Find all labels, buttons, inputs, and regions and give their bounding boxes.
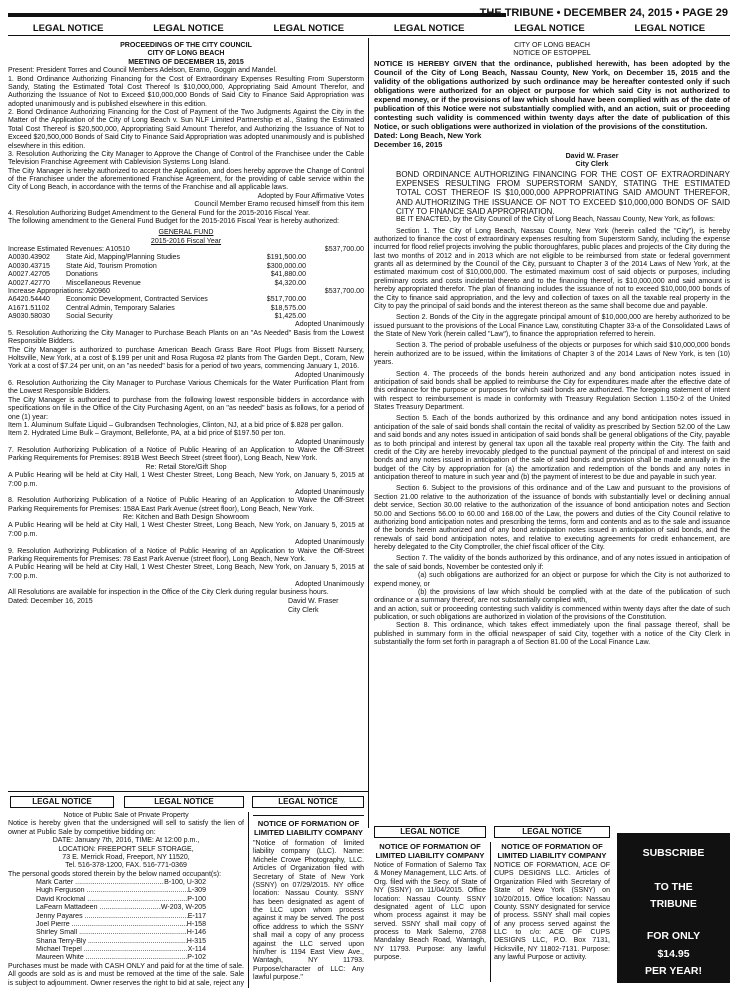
enacted-line: BE IT ENACTED, by the City Council of the City of Long Beach, Nassau County, New York, as follows:: [396, 216, 715, 224]
masthead: [0, 4, 738, 24]
section-8: Section 8. This ordinance, which takes effect immediately upon the final passage thereof, shall be published in summary form in the official newspaper of said City, together with a notice of the City Clerk in substantially the form set forth in paragraph a of Section 81.00 of the Local Finance Law.: [374, 622, 730, 647]
item-7: 7. Resolution Authorizing Publication of a Notice of Public Hearing of an Application to Waive the Off-Street Parking Requirements for Premises: 891B West Beech Street (street floor), Long Beach, New York.: [8, 447, 364, 463]
general-fund-table: [8, 246, 364, 321]
llc3-title: NOTICE OF FORMATION OF LIMITED LIABILITY COMPANY: [497, 842, 607, 861]
fund-amt: $191,500.00: [266, 254, 306, 262]
subscribe-ad[interactable]: [617, 833, 730, 983]
section-divider: [8, 791, 368, 792]
occupant-list: [36, 879, 206, 963]
fund-amt: $300,000.00: [266, 262, 306, 270]
occupant-row: [36, 904, 206, 912]
item-4: 4. Resolution Authorizing Budget Amendment to the General Fund for the 2015-2016 Fiscal Year.: [8, 209, 311, 217]
occupant-unit: H-146: [186, 929, 206, 937]
occupant-unit: X-114: [187, 946, 206, 953]
item-9-hearing: A Public Hearing will be held at City Hall, 1 West Chester Street, Long Beach, New York, on January 5, 2015 at 7:00 p.m.: [8, 564, 364, 580]
general-fund-title: GENERAL FUND: [158, 229, 214, 237]
occupant-name: Joel Pierre .....: [36, 921, 187, 929]
llc1-body: "Notice of formation of limited liability company (LLC). Name: Michele Crowe Photography, LLC. Articles of Organization filed with Secretary of State of New York (SSNY) on 07/29/2015. NY office location: Nassau County. SSNY has been designated as agent of the LLC upon whom process against it may be served. The post office address to which the SSNY shall mail a copy of any process against the LLC served upon him/her is 1194 East View Ave., Wantagh, NY 11793. Purpose/character of LLC: Any lawful purpose.": [253, 840, 364, 982]
estoppel-date: December 16, 2015: [374, 140, 443, 150]
llc1-header: LEGAL NOTICE: [252, 796, 364, 808]
item-3-body: The City Manager is hereby authorized to accept the Application, and does hereby approve the Change of Control of the Franchisee under the aforementioned Franchise Agreement, for the providing of cable service within the City of Long Beach, in accordance with the terms of the Franchise and all applicable laws.: [8, 167, 364, 192]
item-3: 3. Resolution Authorizing the City Manager to Approve the Change of Control of the Franchisee under the Cable Television Franchise Agreement with Cablevision Systems Long Island.: [8, 150, 364, 167]
fund-code: Increase Appropriations: A20960: [8, 287, 110, 295]
fund-desc: Miscellaneous Revenue: [66, 279, 141, 287]
item-6-body: The City Manager is authorized to purchase from the following lowest responsible bidders in accordance with specifications on file in the Office of the City Purchasing Agent, on an "as needed" basis as follows, for a period of one (1) year:: [8, 396, 364, 421]
council-title: MEETING OF DECEMBER 15, 2015: [128, 58, 244, 66]
occupant-name: Jenny Payares .....: [36, 913, 188, 921]
fund-total: [306, 271, 364, 279]
fund-code: A6420.54440: [8, 296, 50, 304]
column-divider: [490, 842, 491, 982]
column-divider: [248, 812, 249, 988]
fund-total: $537,700.00: [324, 287, 364, 295]
item-6: 6. Resolution Authorizing the City Manager to Purchase Various Chemicals for the Water Purification Plant from the Lowest Responsible Bidders.: [8, 380, 364, 396]
bar-label: LEGAL NOTICE: [514, 23, 585, 34]
fund-amt: $41,880.00: [270, 271, 306, 279]
sale-header: LEGAL NOTICE: [10, 796, 114, 808]
fund-code: A0030.43715: [8, 262, 50, 270]
general-fund-row: [8, 280, 364, 288]
item-4-body: The following amendment to the General Fund Budget for the 2015-2016 Fiscal Year is hereby authorized:: [8, 217, 340, 225]
occupant-unit: E-117: [187, 912, 206, 920]
estoppel-signer-title: City Clerk: [575, 161, 609, 169]
subscribe-line: PER YEAR!: [645, 965, 702, 978]
item-5-body: The City Manager is authorized to purchase American Beach Grass Bare Root Plugs from Bissett Nursery, Holtsville, New York, at a cost of $.199 per unit and Rosa Rugosa #2 plants from The Garden Dept., Coram, New York at a cost of $7.24 per unit, on an "as needed" basis for a period of two years, commencing January 1, 2016.: [8, 346, 364, 371]
occupant-row: [36, 946, 206, 954]
item-6-bid-2: Item 2. Hydrated Lime Bulk – Graymont, Bellefonte, PA, at a bid price of $197.50 per ton.: [8, 430, 286, 438]
fund-total: [306, 305, 364, 313]
general-fund-row: [8, 305, 364, 313]
item-8-re: Re: Kitchen and Bath Design Showroom: [122, 514, 250, 521]
fund-desc: Central Admin, Temporary Salaries: [66, 304, 175, 312]
adopted-line: Adopted Unanimously: [295, 371, 364, 379]
subscribe-line: SUBSCRIBE: [642, 847, 705, 859]
fund-code: A0027.42705: [8, 271, 50, 279]
council-proceedings: [8, 42, 364, 790]
occupant-row: [36, 887, 206, 895]
adopted-line: Adopted Unanimously: [295, 488, 364, 496]
occupant-unit: B-100, U-302: [164, 879, 206, 886]
sale-goods: The personal goods stored therein by the below named occupant(s):: [8, 870, 222, 878]
general-fund-row: [8, 263, 364, 271]
occupant-name: Maureen White .....: [36, 954, 187, 962]
section-7b: (b) the provisions of law which should be complied with at the date of the publication of such ordinance or a summary thereof, are not substantially complied with,: [374, 588, 730, 605]
estoppel-notice: [374, 42, 730, 812]
fund-code: A9030.58030: [8, 313, 50, 320]
estoppel-dated: Dated: Long Beach, New York: [374, 131, 482, 140]
item-2: 2. Bond Ordinance Authorizing Financing for the Cost of Payment of the Two Judgments Against the City in the Matter of the Application of the City of Long Beach v. Sun NLF Limited Partnership et al., Stating the Estimated Total Cost Thereof is $20,500,000, Appropriating Said Amount Therefor, and Authorizing the Issuance of Not to Exceed $20,500,000 Bonds of Said City to Finance Said Appropriation was adopted unanimously and is published elsewhere in this edition.: [8, 109, 364, 150]
item-5: 5. Resolution Authorizing the City Manager to Purchase Beach Plants on an "As Needed" Basis from the Lowest Responsible Bidders.: [8, 329, 364, 346]
item-7-re: Re: Retail Store/Gift Shop: [145, 463, 227, 471]
fund-code: A0030.43902: [8, 254, 50, 262]
llc1-title: NOTICE OF FORMATION OF LIMITED LIABILITY COMPANY: [254, 819, 363, 838]
subscribe-price: $14.95: [657, 947, 690, 960]
bar-label: LEGAL NOTICE: [634, 23, 706, 34]
fund-total: [306, 263, 364, 271]
dated-line: Dated: December 16, 2015: [8, 597, 93, 605]
masthead-rule: [8, 13, 506, 17]
subscribe-line: TRIBUNE: [650, 897, 697, 910]
section-2: Section 2. Bonds of the City in the aggregate principal amount of $10,000,000 are hereby authorized to be issued pursuant to the provisions of the Local Finance Law, constituting Chapter 33-a of the Consolidated Laws of the State of New York (herein called "Law"), to finance the appropriation referred to herein.: [374, 314, 730, 339]
occupant-name: Mark Carter .....: [36, 879, 164, 887]
occupant-row: [36, 879, 206, 887]
estoppel-title: CITY OF LONG BEACH: [514, 42, 590, 49]
occupant-name: Shirley Small .....: [36, 929, 187, 937]
item-8: 8. Resolution Authorizing Publication of a Notice of Public Hearing of an Application to Waive the Off-Street Parking Requirements for Premises: 158A East Park Avenue (street floor), Long Beach, New York.: [8, 497, 364, 513]
section-3: Section 3. The period of probable usefulness of the objects or purposes for which said $10,000,000 bonds herein authorized are to be issued, within the limitations of Chapter 3 of the 2014 Laws of New York, is ten (10) years.: [374, 342, 730, 367]
bar-label: LEGAL NOTICE: [32, 23, 104, 34]
sale-phone: Tel. 516-378-1200, FAX. 516-771-0369: [65, 862, 187, 870]
section-5: Section 5. Each of the bonds authorized by this ordinance and any bond anticipation notes issued in anticipation of the sale of said bonds shall contain the recital of validity as prescribed by Section 52.00 of the Law and said bonds and any notes issued in anticipation of said bonds shall be general obligations of the City, payable as to both principal and interest by general tax upon all the taxable real property within the City. The faith and credit of the City are hereby irrevocably pledged to the punctual payment of the principal of and interest on said bonds and any notes issued in anticipation of the sale of said bonds and provision shall be made annually in the budget of the City by appropriation for (a) the amortization and redemption of the bonds and any notes in anticipation thereof to mature in such year and (b) the payment of interest to be due and payable in such year.: [374, 415, 730, 482]
fund-total: [306, 296, 364, 304]
fund-code: A0027.42770: [8, 279, 50, 287]
council-title: CITY OF LONG BEACH: [147, 50, 225, 58]
fund-total: [306, 313, 364, 321]
adopted-line: Adopted Unanimously: [295, 581, 364, 588]
public-sale-notice: [8, 812, 244, 988]
occupant-name: Hugh Ferguson .....: [36, 887, 188, 895]
item-6-bid-1: Item 1. Aluminum Sulfate Liquid – Gulbrandsen Technologies, Clinton, NJ, at a bid price of $.828 per gallon.: [8, 421, 344, 429]
subscribe-line: FOR ONLY: [646, 930, 701, 943]
sale-terms: Purchases must be made with CASH ONLY and paid for at the time of sale. All goods are sold as is and must be removed at the time of the sale. Sale is subject to adjournment. Owner reserves the right to bid at sale, reject any: [8, 962, 244, 987]
fund-total: [306, 280, 364, 288]
bar-label: LEGAL NOTICE: [273, 23, 345, 34]
section-7a: (a) such obligations are authorized for an object or purpose for which the City is not authorized to expend money, or: [374, 572, 730, 588]
occupant-row: [36, 896, 206, 904]
llc-notice-crowe: [253, 815, 364, 987]
general-fund-year: 2015-2016 Fiscal Year: [150, 237, 222, 245]
llc3-header: LEGAL NOTICE: [494, 826, 610, 838]
occupant-unit: W-203, W-205: [160, 904, 206, 912]
present-line: Present: President Torres and Council Members Adelson, Eramo, Goggin and Mandel.: [8, 67, 277, 75]
box-rule: [253, 815, 364, 816]
fund-total: $537,700.00: [324, 246, 364, 253]
closing-line: All Resolutions are available for inspection in the Office of the City Clerk during regular business hours.: [8, 589, 329, 597]
sale-location: LOCATION: FREEPORT SELF STORAGE,: [58, 845, 194, 853]
occupant-row: [36, 954, 206, 962]
fund-amt: $1,425.00: [274, 313, 306, 320]
subscribe-line: TO THE: [654, 881, 693, 894]
fund-amt: $18,575.00: [270, 304, 306, 312]
item-7-hearing: A Public Hearing will be held at City Hall, 1 West Chester Street, Long Beach, New York, on January 5, 2015 at 7:00 p.m.: [8, 472, 364, 488]
column-divider: [368, 38, 369, 828]
occupant-row: [36, 929, 206, 937]
dated-row: [8, 598, 364, 607]
llc-notice-ace-of-cups: [494, 842, 610, 988]
item-1: 1. Bond Ordinance Authorizing Financing for the Cost of Extraordinary Expenses Resulting From Superstorm Sandy, Stating the Estimated Total Cost Thereof Is $10,000,000, Appropriating Said Amount Therefor, and Authorizing the Issuance of Not to Exceed $10,000,000 Bonds of Said City to Finance Said Appropriation was adopted unanimously and is published elsewhere in this edition.: [8, 75, 364, 108]
fund-code: Increase Estimated Revenues: A10510: [8, 246, 130, 253]
bar-label: LEGAL NOTICE: [153, 23, 224, 34]
occupant-unit: H-315: [186, 937, 206, 945]
council-title: PROCEEDINGS OF THE CITY COUNCIL: [120, 42, 252, 49]
sale-title: Notice of Public Sale of Private Property: [63, 812, 189, 819]
general-fund-row: [8, 254, 364, 262]
bar-label: LEGAL NOTICE: [393, 23, 465, 34]
llc2-body: Notice of Formation of Salerno Tax & Money Management, LLC Arts. of Org. filed with the Secy. of State of NY (SSNY) on 11/04/2015. Office location: Nassau County. SSNY designated agent of LLC upon whom process against it may be served. SSNY shall mail copy of process to Mark Salerno, 2768 Mandalay Beach Road, Wantagh, NY 11793. Purpose: any lawful purpose.: [374, 862, 486, 962]
fund-amt: $517,700.00: [266, 296, 306, 304]
publication-title: THE TRIBUNE • DECEMBER 24, 2015 • PAGE 29: [479, 7, 728, 19]
item-8-hearing: A Public Hearing will be held at City Hall, 1 West Chester Street, Long Beach, New York, on January 5, 2015 at 7:00 p.m.: [8, 522, 364, 538]
section-1: Section 1. The City of Long Beach, Nassau County, New York (herein called the "City"), is hereby authorized to finance the cost of extraordinary expenses resulting from Superstorm Sandy, including the expense incurred for flood relief projects involving the public thoroughfares, public places and projects of the City during the last two months of 2012 and in 2013 which are not eligible to be reimbursed from state or federal government grants all as determined by the Council of the City, pursuant to Chapter 3 of the 2014 Laws of New York, at the estimated maximum cost of $10,000,000. The estimated maximum cost of said objects or purposes, including preliminary costs and costs incidental thereto and to the financing thereof, is $10,000,000 and said amount is hereby appropriated therefor. The plan of financing includes the issuance of not to exceed $10,000,000 bonds of the City to finance said appropriation, and the levy and collection of taxes on all the taxable real property in the City to pay the principal of said bonds and the interest thereon as the same shall become due and payable.: [374, 227, 730, 310]
adopted-line: Adopted Unanimously: [295, 539, 364, 547]
signer-name: David W. Fraser: [288, 597, 339, 605]
occupant-name: Michael Trepel .....: [36, 946, 188, 954]
section-7: Section 7. The validity of the bonds authorized by this ordinance, and of any notes issued in anticipation of the sale of said bonds, November be contested only if:: [374, 555, 730, 571]
occupant-unit: L-309: [187, 887, 206, 895]
estoppel-signer: David W. Fraser: [565, 153, 619, 161]
sale-date: DATE: January 7th, 2016, TIME: At 12:00 p.m.,: [52, 837, 200, 845]
occupant-row: [36, 913, 206, 921]
fund-code: A1671.51102: [8, 304, 50, 312]
sale-address: 73 E. Merrick Road, Freeport, NY 11520,: [62, 853, 190, 861]
fund-desc: Economic Development, Contracted Services: [66, 296, 208, 304]
occupant-unit: H-158: [186, 920, 206, 928]
general-fund-row: [8, 313, 364, 321]
fund-desc: State Aid, Mapping/Planning Studies: [66, 254, 181, 262]
fund-amt: $4,320.00: [274, 279, 306, 287]
section-4: Section 4. The proceeds of the bonds herein authorized and any bond anticipation notes issued in anticipation of said bonds shall be applied to reimburse the City for expenditures made after the effective date of this ordinance for the purpose or purposes for which said bonds are authorized. The foregoing statement of intent with respect to reimbursement is made in conformity with Treasury Regulation Section 1.150-2 of the United States Treasury Department.: [374, 370, 730, 412]
adopted-line: Adopted Unanimously: [295, 321, 364, 329]
llc3-body: NOTICE OF FORMATION, ACE OF CUPS DESIGNS LLC. Articles of Organization Filed with Secretary of State of New York (SSNY) on 10/20/2015. Office location: Nassau County. SSNY designated for service of process. SSNY shall mail copies of any process served against the LLC to c/o: ACE OF CUPS DESIGNS LLC, P.O. Box 7131, Hicksville, NY 11802-7131. Purpose: any lawful Purpose or activity.: [494, 862, 610, 962]
occupant-name: LaFearn Mattadeen .....: [36, 904, 161, 912]
occupant-row: [36, 921, 206, 929]
fund-desc: Social Security: [66, 313, 113, 320]
sale-header: LEGAL NOTICE: [124, 796, 244, 808]
occupant-unit: P-102: [187, 954, 206, 962]
estoppel-body: NOTICE IS HEREBY GIVEN that the ordinance, published herewith, has been adopted by the Council of the City of Long Beach, Nassau County, New York, on December 15, 2015 and the validity of the obligations authorized by such ordinance may be hereafter contested only if such obligations were authorized for an object or purpose for which said City is not authorized to expend money, or if the provisions of law which should have been complied with as of the date of publication of this Notice were not substantially complied with, and an action, suit or proceeding contesting such validity is commenced within twenty days after the date of publication of this Notice, or such obligations were authorized in violation of the provisions of the constitution.: [374, 58, 730, 131]
occupant-name: David Krockmal .....: [36, 896, 187, 904]
section-7c: and an action, suit or proceeding contesting such validity is commenced within twenty days after the date of such publication, or such obligations are authorized in violation of the provisions of the Constitution.: [374, 605, 730, 622]
ordinance-title: BOND ORDINANCE AUTHORIZING FINANCING FOR THE COST OF EXTRAORDINARY EXPENSES RESULTING FROM SUPERSTORM SANDY, STATING THE ESTIMATED TOTAL COST THEREOF IS $10,000,000 APPROPRIATING SAID AMOUNT THEREFOR, AND AUTHORIZING THE ISSUANCE OF NOT TO EXCEED $10,000,000 BONDS OF SAID CITY TO FINANCE SAID APPROPRIATION.: [396, 169, 730, 216]
fund-desc: Donations: [66, 271, 98, 279]
general-fund-row: [8, 246, 364, 254]
adopted-line: Adopted by Four Affirmative Votes: [257, 192, 364, 200]
section-6: Section 6. Subject to the provisions of this ordinance and of the Law and pursuant to the provisions of Section 21.00 relative to the authorization of the issuance of bonds with substantially level or declining annual debt service, Section 30.00 relative to the authorization of the issuance of bond anticipation notes and Section 50.00 and Sections 56.00 to 60.00 and 168.00 of the Law, the powers and duties of the City Council relative to authorizing bond anticipation notes and prescribing the terms, form and contents and as to the sale and issuance of the bonds herein authorized and of any bond anticipation notes issued in anticipation of said bonds, and the renewals of said bond anticipation notes, and relative to executing agreements for credit enhancement, are hereby delegated to the City Comptroller, the chief fiscal officer of the City.: [374, 485, 730, 552]
occupant-row: [36, 938, 206, 946]
llc-notice-salerno: [374, 842, 486, 988]
general-fund-row: [8, 271, 364, 279]
general-fund-row: [8, 296, 364, 304]
fund-desc: State Aid, Tourism Promotion: [66, 262, 157, 270]
llc2-title: NOTICE OF FORMATION OF LIMITED LIABILITY COMPANY: [375, 842, 485, 861]
occupant-name: Sharia Terry-Bly .....: [36, 938, 187, 946]
legal-notice-bar: [8, 22, 730, 36]
item-9: 9. Resolution Authorizing Publication of a Notice of Public Hearing of an Application to Waive the Off-Street Parking Requirements for Premises: 78 East Park Avenue (street floor), Long Beach, New York.: [8, 547, 364, 563]
recused-line: Council Member Eramo recused himself from this item: [194, 201, 364, 209]
general-fund-row: [8, 288, 364, 296]
estoppel-title: NOTICE OF ESTOPPEL: [513, 50, 591, 58]
signer-title: City Clerk: [288, 606, 319, 614]
sale-intro: Notice is hereby given that the undersigned will sell to satisfy the lien of owner at Public Sale by competitive bidding on:: [8, 820, 244, 836]
occupant-unit: P-100: [187, 895, 206, 903]
adopted-line: Adopted Unanimously: [295, 438, 364, 446]
fund-total: [306, 254, 364, 262]
llc2-header: LEGAL NOTICE: [374, 826, 486, 838]
